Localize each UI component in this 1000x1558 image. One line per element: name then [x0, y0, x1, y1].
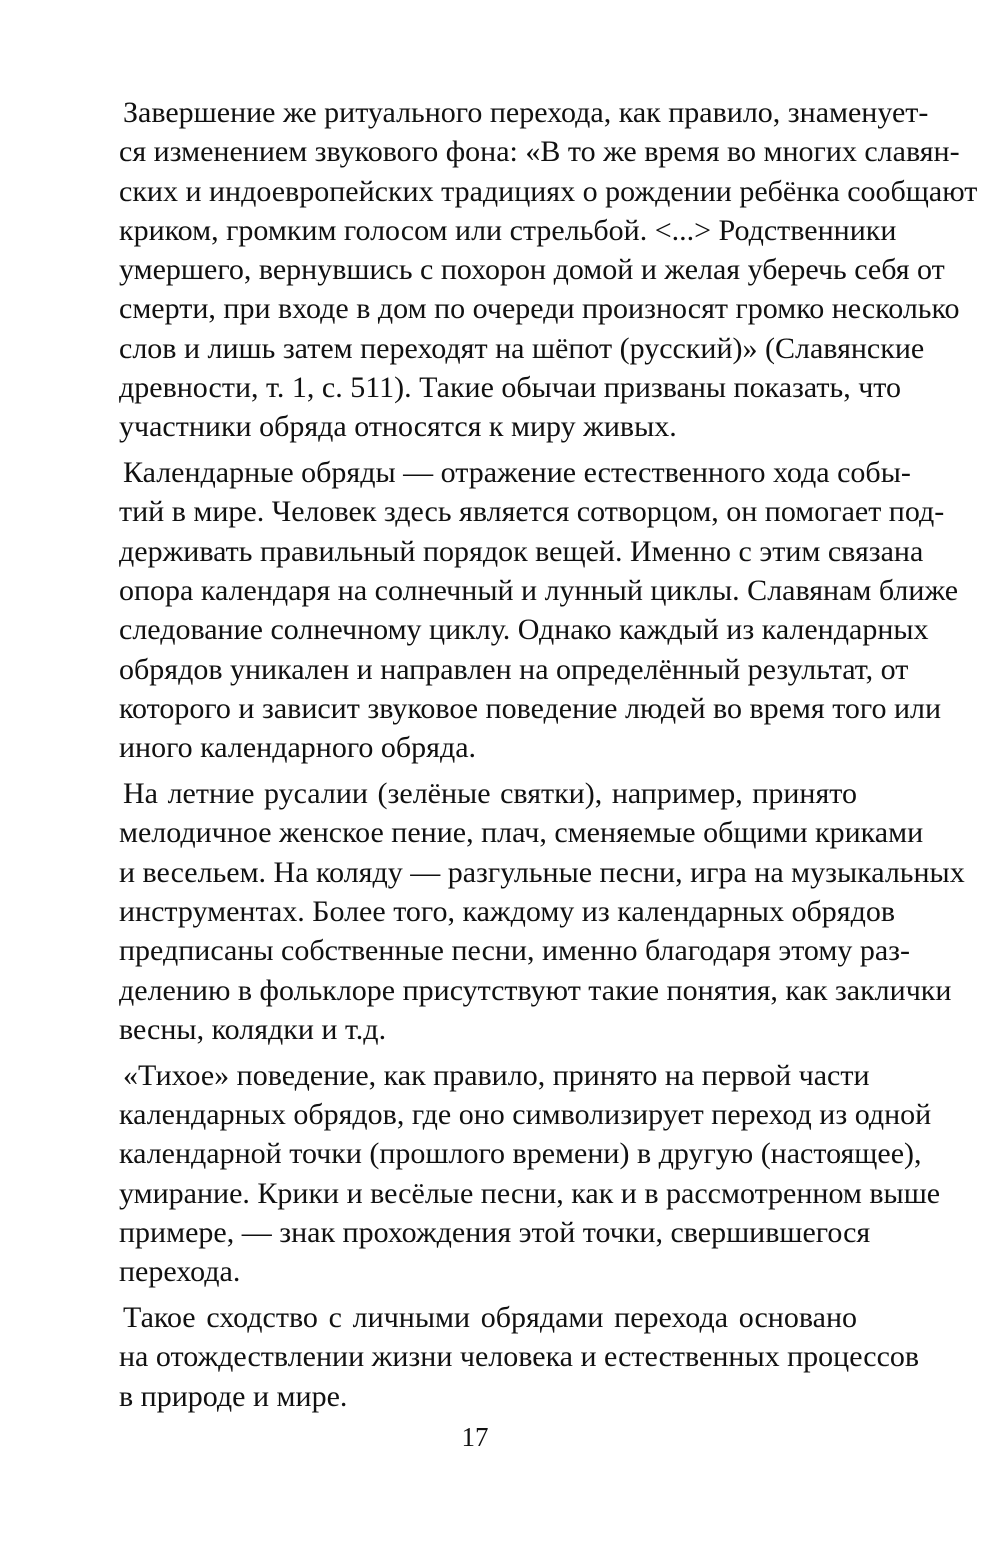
page-number: 17: [461, 1422, 489, 1452]
text-line: на отождествлении жизни человека и естественных процессов: [119, 1340, 920, 1374]
text-line: На летние русалии (зелёные святки), например, принято: [123, 777, 857, 811]
text-line: смерти, при входе в дом по очереди произносят громко несколько: [119, 292, 960, 326]
paragraph: [119, 1298, 920, 1416]
text-line: ся изменением звукового фона: «В то же время во многих славян-: [119, 135, 960, 169]
text-line: умирание. Крики и весёлые песни, как и в рассмотренном выше: [119, 1176, 941, 1210]
text-line: умершего, вернувшись с похорон домой и желая уберечь себя от: [119, 253, 945, 287]
text-line: инструментах. Более того, каждому из календарных обрядов: [119, 894, 896, 928]
text-line: Календарные обряды — отражение естественного хода собы-: [123, 456, 911, 490]
text-line: весны, колядки и т.д.: [119, 1012, 387, 1046]
paragraph: [119, 453, 959, 767]
text-line: древности, т. 1, с. 511). Такие обычаи призваны показать, что: [119, 371, 902, 405]
text-line: мелодичное женское пение, плач, сменяемые общими криками: [119, 816, 924, 850]
body-text: [119, 93, 978, 1422]
text-line: участники обряда относятся к миру живых.: [119, 410, 677, 444]
text-line: которого и зависит звуковое поведение людей во время того или: [119, 691, 942, 725]
text-line: следование солнечному циклу. Однако каждый из календарных: [119, 613, 929, 647]
text-line: Завершение же ритуального перехода, как правило, знаменует-: [123, 96, 929, 129]
text-line: предписаны собственные песни, именно благодаря этому раз-: [119, 934, 910, 968]
text-line: примере, — знак прохождения этой точки, свершившегося: [119, 1215, 871, 1249]
text-line: ских и индоевропейских традициях о рождении ребёнка сообщают: [119, 174, 978, 208]
text-line: тий в мире. Человек здесь является сотворцом, он помогает под-: [119, 495, 945, 529]
paragraph: [119, 1056, 941, 1292]
paragraph: [119, 93, 978, 447]
text-line: «Тихое» поведение, как правило, принято на первой части: [123, 1058, 870, 1092]
text-line: перехода.: [119, 1255, 241, 1289]
text-line: криком, громким голосом или стрельбой. <...> Родственники: [119, 213, 897, 247]
text-line: опора календаря на солнечный и лунный циклы. Славянам ближе: [119, 574, 959, 608]
text-line: обрядов уникален и направлен на определённый результат, от: [119, 652, 909, 686]
text-line: календарных обрядов, где оно символизирует переход из одной: [119, 1097, 932, 1131]
text-line: календарной точки (прошлого времени) в другую (настоящее),: [119, 1137, 922, 1171]
text-line: Такое сходство с личными обрядами перехода основано: [123, 1300, 857, 1334]
text-line: делению в фольклоре присутствуют такие понятия, как заклички: [119, 973, 952, 1007]
text-line: слов и лишь затем переходят на шёпот (русский)» (Славянские: [119, 331, 925, 365]
text-line: и весельем. На коляду — разгульные песни, игра на музыкальных: [119, 855, 965, 889]
paragraph: [119, 774, 965, 1049]
text-line: держивать правильный порядок вещей. Именно с этим связана: [119, 534, 924, 568]
text-line: иного календарного обряда.: [119, 731, 477, 765]
text-line: в природе и мире.: [119, 1379, 348, 1413]
